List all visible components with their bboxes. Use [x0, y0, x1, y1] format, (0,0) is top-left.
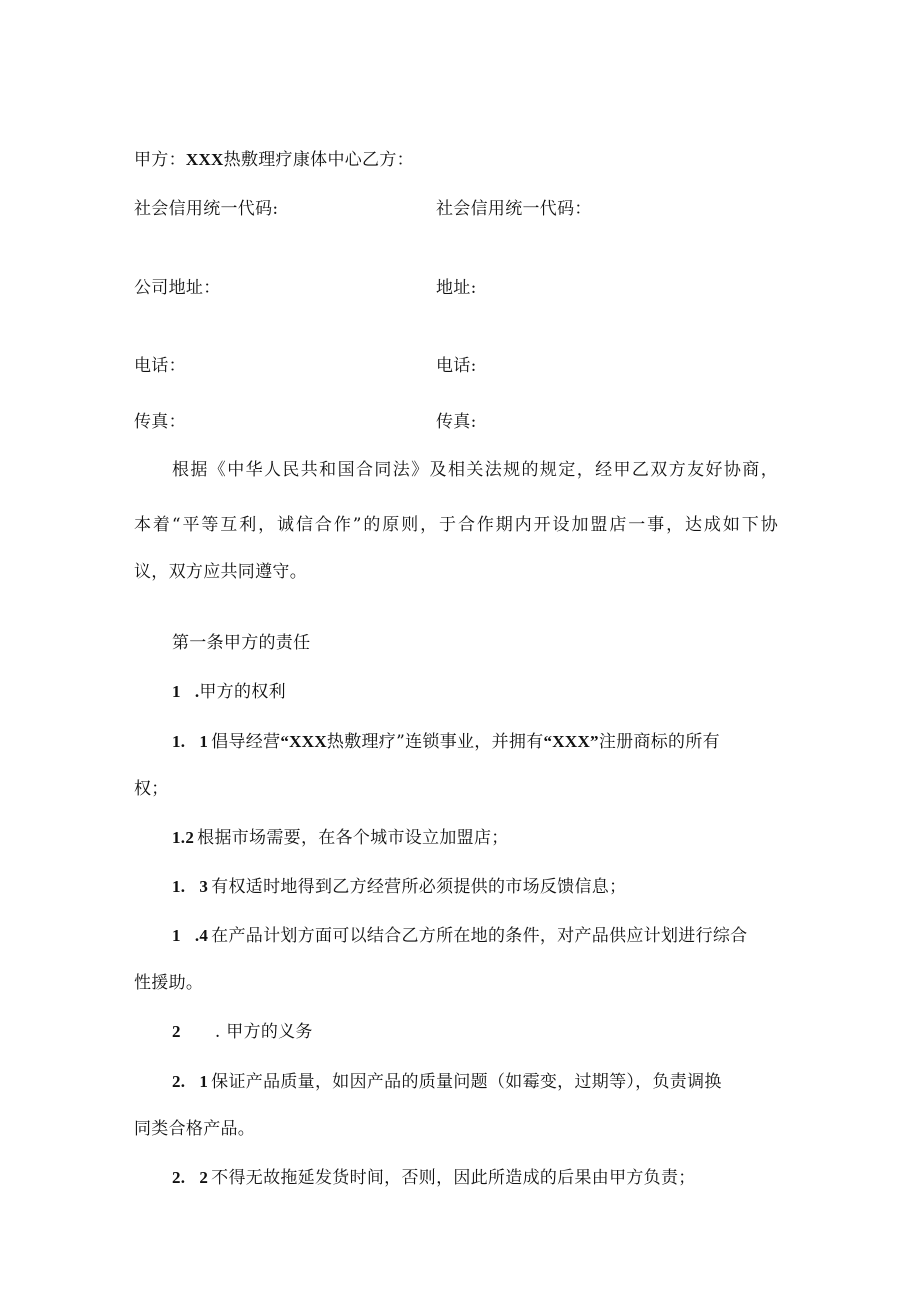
party-a-line: [134, 150, 414, 170]
section-1-dot: .: [194, 682, 200, 701]
clause-1-4-cont: 性援助。: [134, 973, 204, 993]
section-2-text: . 甲方的义务: [214, 1022, 313, 1042]
clause-1-3: [172, 877, 626, 897]
article-1-title: 第一条甲方的责任: [172, 633, 311, 653]
clause-1-1-text-b: 热敷理疗”连锁事业，并拥有: [326, 732, 544, 752]
clause-1-1-cont: 权；: [134, 779, 169, 799]
phone-a: 电话：: [134, 356, 186, 376]
phone-b: 电话:: [436, 356, 477, 376]
clause-1-1-brand-2: “XXX”: [543, 732, 599, 751]
clause-1-4: [172, 926, 747, 946]
address-b: 地址:: [436, 278, 477, 298]
clause-1-1-brand: “XXX: [280, 732, 327, 751]
clause-1-2-text: 根据市场需要，在各个城市设立加盟店；: [197, 828, 509, 848]
clause-1-1-text-a: 倡导经营: [211, 732, 281, 752]
clause-2-1-num-a: 2.: [172, 1072, 186, 1091]
address-a: 公司地址：: [134, 278, 221, 298]
clause-1-1-num-a: 1.: [172, 732, 186, 751]
clause-2-2-num-a: 2.: [172, 1168, 186, 1187]
section-1-heading: [172, 682, 286, 702]
clause-1-3-text: 有权适时地得到乙方经营所必须提供的市场反馈信息；: [211, 877, 627, 897]
clause-1-2: [172, 828, 509, 848]
party-a-label: 甲方：: [134, 150, 186, 170]
preamble-line-1: 根据《中华人民共和国合同法》及相关法规的规定，经甲乙双方友好协商，: [172, 460, 778, 480]
clause-2-1-text: 保证产品质量，如因产品的质量问题（如霉变，过期等），负责调换: [211, 1072, 722, 1092]
clause-2-2: [172, 1168, 696, 1188]
clause-2-2-text: 不得无故拖延发货时间，否则，因此所造成的后果由甲方负责；: [211, 1168, 696, 1188]
preamble-line-2: 本着“平等互利，诚信合作”的原则，于合作期内开设加盟店一事，达成如下协: [134, 515, 778, 535]
section-2-num: 2: [172, 1022, 181, 1041]
credit-code-b: 社会信用统一代码：: [436, 199, 592, 219]
clause-2-2-num-b: 2: [199, 1168, 209, 1187]
section-1-text: 甲方的权利: [199, 682, 286, 702]
fax-a: 传真：: [134, 412, 186, 432]
clause-2-1-cont: 同类合格产品。: [134, 1119, 256, 1139]
clause-1-4-num-a: 1: [172, 926, 181, 945]
party-a-name-bold: XXX: [185, 150, 224, 169]
clause-1-1-num-b: 1: [199, 732, 209, 751]
credit-code-a: 社会信用统一代码:: [134, 199, 279, 219]
fax-b: 传真:: [436, 412, 477, 432]
section-2-heading: [172, 1022, 313, 1042]
clause-1-4-text: 在产品计划方面可以结合乙方所在地的条件，对产品供应计划进行综合: [211, 926, 748, 946]
preamble-line-3: 议，双方应共同遵守。: [134, 562, 307, 582]
clause-1-4-num-b: .4: [194, 926, 209, 945]
section-1-num: 1: [172, 682, 181, 701]
clause-1-2-num: 1.2: [172, 828, 195, 847]
clause-2-1: [172, 1072, 722, 1092]
clause-1-1: [172, 732, 720, 752]
clause-1-1-text-c: 注册商标的所有: [598, 732, 720, 752]
clause-1-3-num-a: 1.: [172, 877, 186, 896]
party-a-name: 热敷理疗康体中心乙方：: [223, 150, 414, 170]
clause-1-3-num-b: 3: [199, 877, 209, 896]
clause-2-1-num-b: 1: [199, 1072, 209, 1091]
